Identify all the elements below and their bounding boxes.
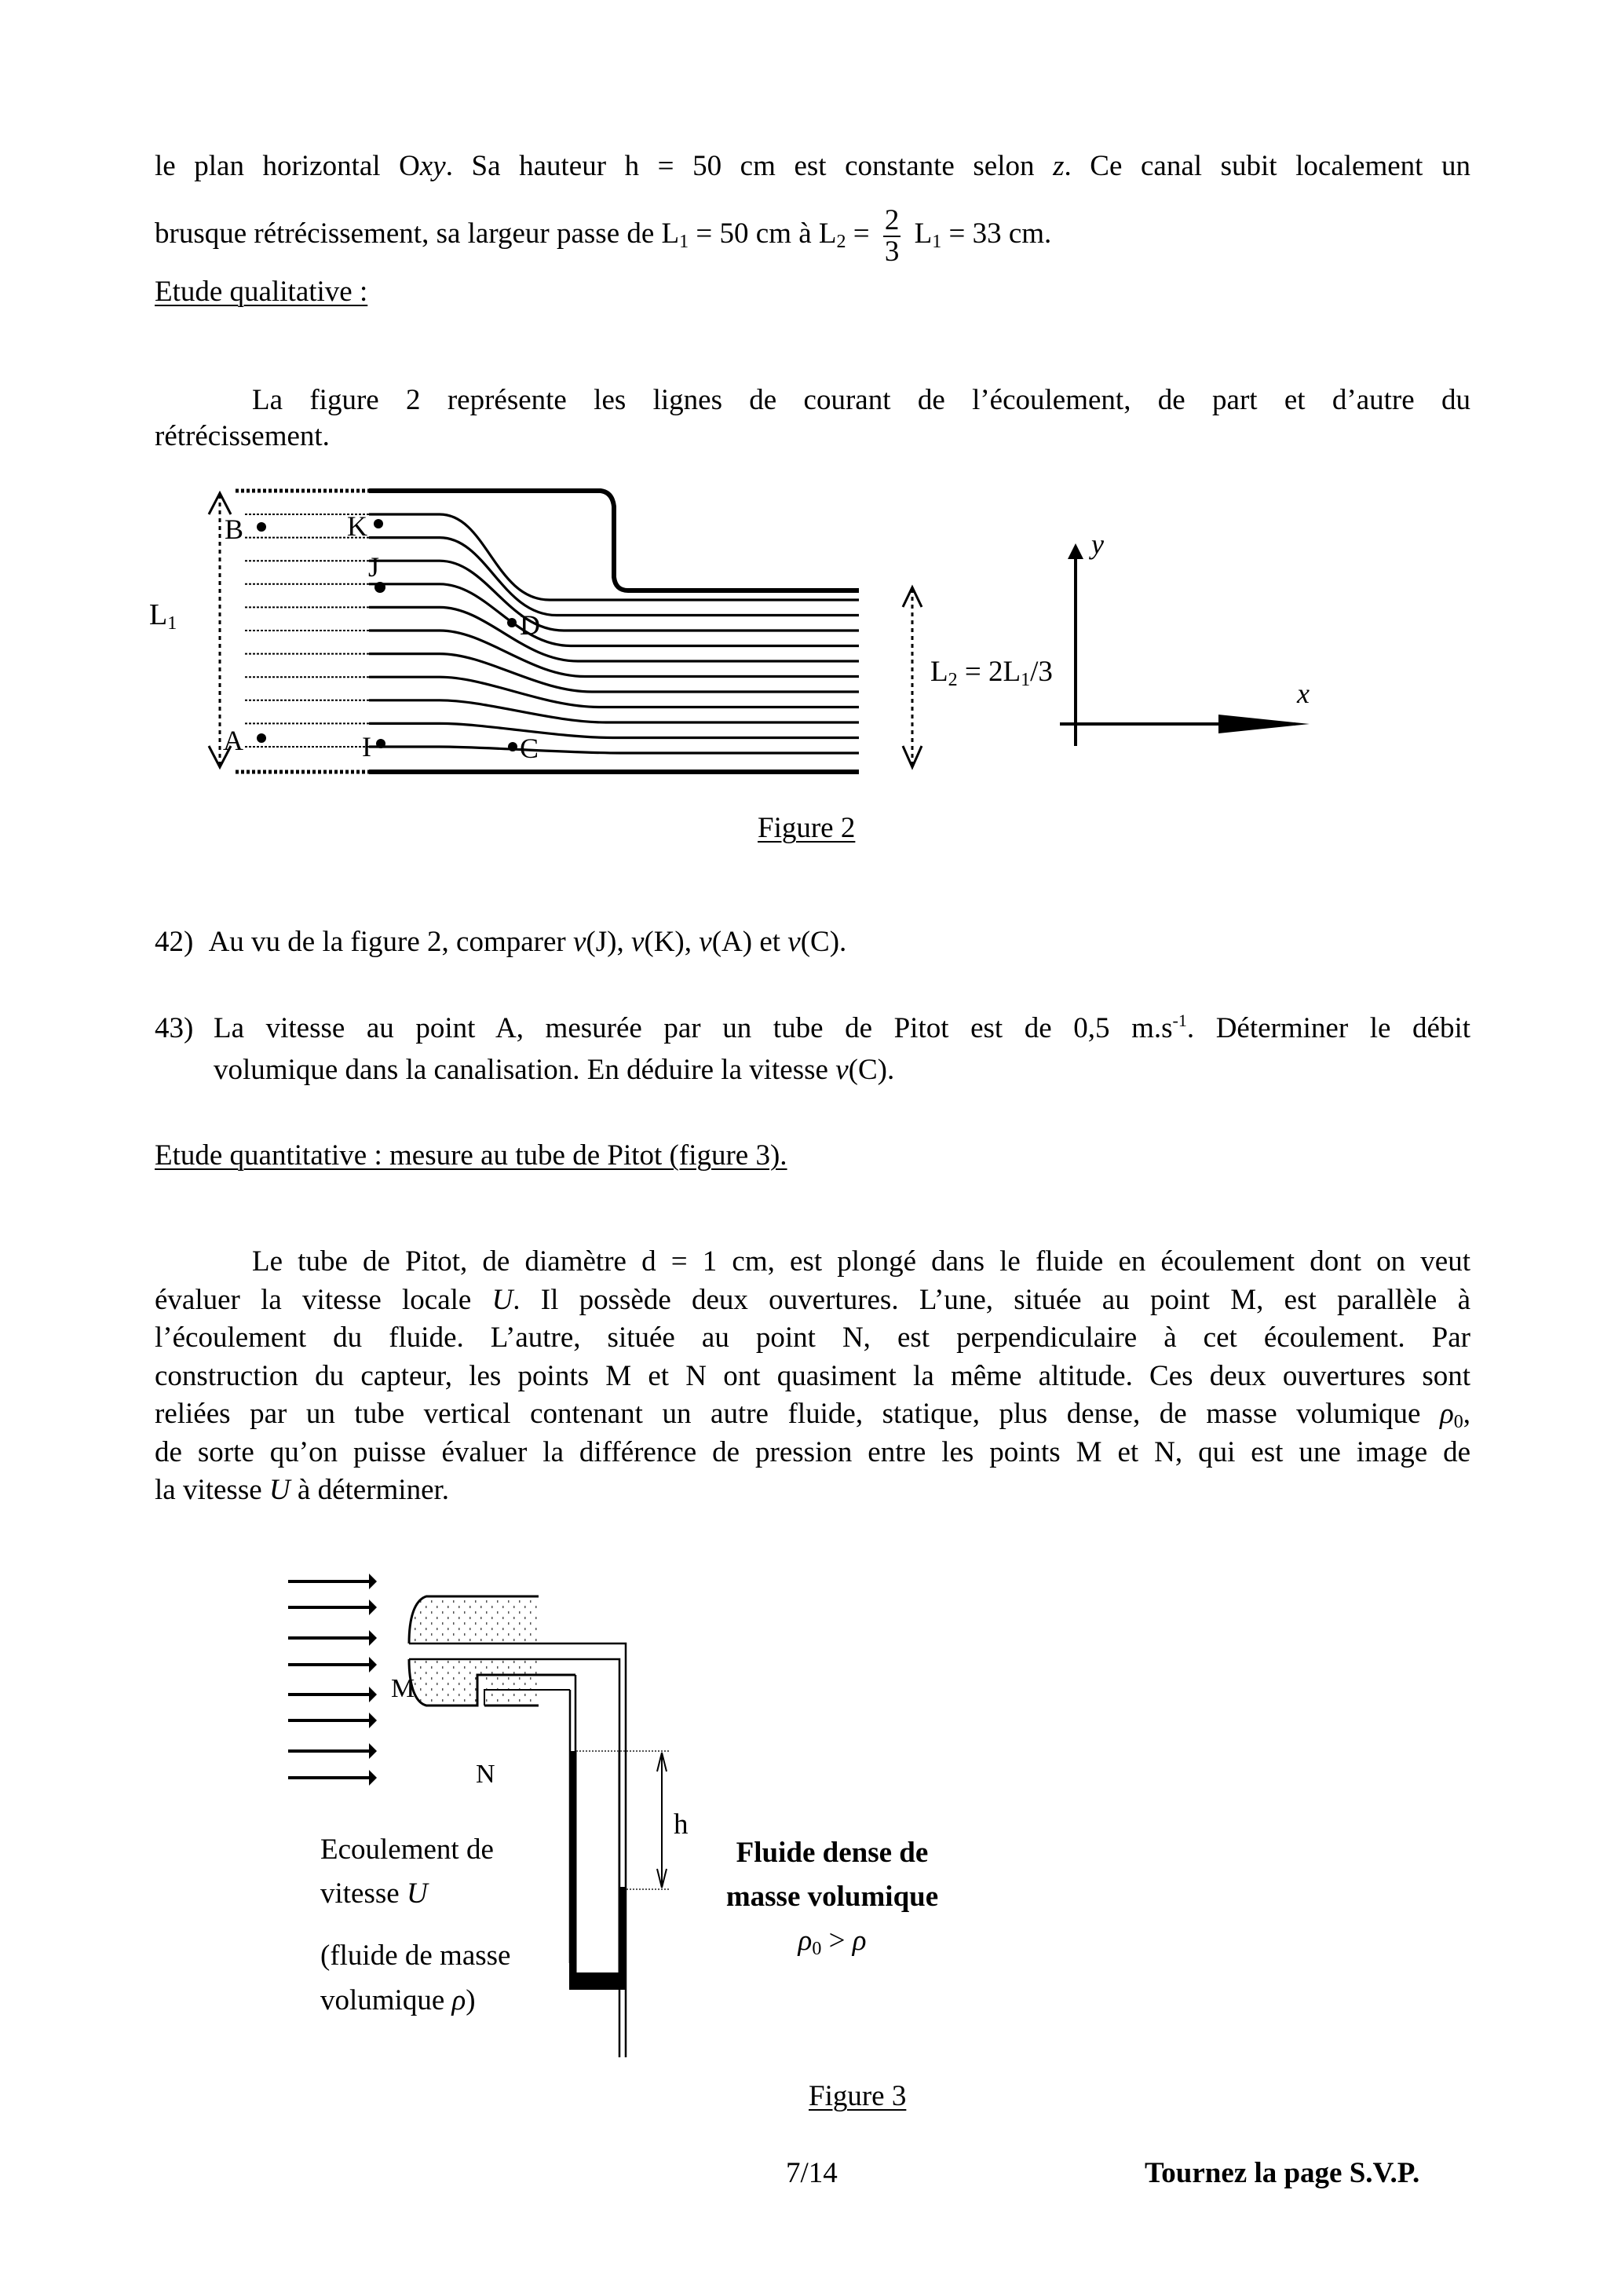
point-K-label: K — [347, 510, 367, 542]
subscript: 1 — [932, 232, 942, 252]
figure2-intro-line-2: rétrécissement. — [155, 420, 330, 452]
figure-2-caption: Figure 2 — [758, 812, 856, 844]
streamline — [369, 747, 859, 753]
point-C-marker — [508, 742, 517, 751]
figure-3-caption: Figure 3 — [809, 2080, 907, 2112]
text: vitesse — [320, 1877, 407, 1910]
L1-label — [149, 598, 177, 634]
text: (C). — [800, 926, 847, 958]
text: = 2L — [957, 656, 1021, 688]
point-J-label: J — [367, 551, 380, 583]
text: volumique dans la canalisation. En déduire la vitesse — [214, 1054, 836, 1086]
page-number: 7/14 — [786, 2157, 838, 2189]
figure2-intro-line-1: La figure 2 représente les lignes de courant de l’écoulement, de part et d’autre du — [252, 384, 1470, 416]
text: ρ — [451, 1984, 466, 2016]
text: v — [787, 926, 801, 958]
text: /3 — [1030, 656, 1053, 688]
text: ) — [466, 1984, 476, 2016]
point-I-marker — [376, 739, 385, 748]
text: xy — [419, 150, 446, 182]
paragraph-line: l’écoulement du fluide. L’autre, située au point N, est perpendiculaire à cet écoulement. Par — [155, 1322, 1470, 1354]
label-h: h — [674, 1808, 689, 1841]
point-A-marker — [257, 733, 266, 743]
superscript: -1 — [1172, 1011, 1187, 1030]
text — [320, 1872, 494, 1916]
pitot-paragraph — [155, 1243, 1470, 1510]
text: L — [907, 218, 933, 250]
question-43-line-2 — [214, 1051, 1470, 1089]
text: . Il possède deux ouvertures. L’une, située au point M, est parallèle à — [513, 1283, 1470, 1316]
fluid-density-label — [320, 1933, 510, 2023]
streamline — [369, 654, 859, 692]
text — [320, 1978, 510, 2023]
L2-label — [930, 656, 1053, 690]
text — [691, 1919, 974, 1963]
text: = 33 cm. — [941, 218, 1052, 250]
L2-dimension-arrow — [903, 587, 922, 767]
text: ρ — [852, 1925, 867, 1957]
text: le plan horizontal O — [155, 150, 420, 182]
point-I-label: I — [362, 731, 371, 762]
turn-page-notice: Tournez la page S.V.P. — [1145, 2157, 1420, 2189]
y-axis-label: y — [1091, 528, 1104, 560]
text: U — [406, 1877, 428, 1910]
fraction-numerator: 2 — [884, 203, 900, 236]
text: v — [572, 926, 586, 958]
flow-velocity-label — [320, 1828, 494, 1916]
text: Fluide dense de — [736, 1837, 929, 1869]
paragraph-line — [155, 1472, 1470, 1510]
upper-wall-with-step — [369, 491, 859, 590]
text: Ecoulement de — [320, 1834, 494, 1866]
text: L — [930, 656, 948, 688]
text: U — [491, 1283, 513, 1316]
text: (A) et — [711, 926, 788, 958]
x-axis-arrowhead — [1218, 715, 1310, 733]
text: à déterminer. — [290, 1474, 450, 1506]
text: U — [269, 1474, 290, 1506]
text: . Sa hauteur h = 50 cm est constante selon — [445, 150, 1054, 182]
text: ρ — [1439, 1398, 1454, 1430]
streamline — [369, 723, 859, 737]
question-43 — [155, 1010, 1470, 1089]
text: reliées par un tube vertical contenant un autre fluide, statique, plus dense, de masse volumique — [155, 1398, 1440, 1430]
question-43-line-1 — [155, 1010, 1470, 1047]
text: brusque rétrécissement, sa largeur passe de L — [155, 218, 680, 250]
text: , — [1463, 1398, 1470, 1430]
text: Au vu de la figure 2, comparer — [208, 926, 573, 958]
point-D-label: D — [520, 609, 540, 641]
point-A-label: A — [223, 725, 243, 756]
question-number: 43) — [155, 1012, 194, 1044]
text: L — [149, 598, 168, 631]
label-M: M — [391, 1674, 415, 1703]
point-J-marker — [374, 582, 385, 593]
paragraph-line — [155, 1395, 1470, 1434]
text: La vitesse au point A, mesurée par un tube de Pitot est de 0,5 m.s — [214, 1012, 1173, 1044]
point-K-marker — [374, 519, 383, 528]
text: évaluer la vitesse locale — [155, 1283, 492, 1316]
channel-and-streamlines — [236, 491, 859, 772]
figure-2-streamlines-diagram — [0, 0, 1622, 864]
subscript: 0 — [1453, 1412, 1463, 1432]
text — [214, 1010, 1470, 1047]
text: > — [821, 1925, 853, 1957]
section-heading-qualitative: Etude qualitative : — [155, 276, 368, 308]
label-N: N — [476, 1760, 495, 1789]
text: = — [846, 218, 877, 250]
paragraph-line: Le tube de Pitot, de diamètre d = 1 cm, est plongé dans le fluide en écoulement dont on veut — [252, 1245, 1470, 1278]
text: (C). — [848, 1054, 895, 1086]
point-B-marker — [257, 522, 266, 532]
subscript: 1 — [1021, 670, 1031, 690]
question-number: 42) — [155, 926, 194, 958]
text: v — [835, 1054, 849, 1086]
subscript: 1 — [167, 613, 177, 634]
text: . Ce canal subit localement un — [1064, 150, 1470, 182]
text: z — [1053, 150, 1065, 182]
text: la vitesse — [155, 1474, 269, 1506]
text: masse volumique — [725, 1881, 939, 1913]
subscript: 2 — [948, 670, 958, 690]
text: v — [699, 926, 712, 958]
text: (fluide de masse — [320, 1940, 511, 1972]
paragraph-line: construction du capteur, les points M et N ont quasiment la même altitude. Ces deux ouvertures sont — [155, 1359, 1470, 1392]
text: volumique — [320, 1984, 452, 2016]
paragraph-line — [155, 1281, 1470, 1320]
streamline — [369, 700, 859, 722]
text: ρ — [798, 1925, 813, 1957]
dense-fluid-label — [691, 1831, 974, 1963]
x-axis-label: x — [1297, 678, 1310, 709]
text: . Déterminer le débit — [1186, 1012, 1471, 1044]
subscript: 1 — [679, 232, 689, 252]
text: (J), — [586, 926, 631, 958]
text: v — [630, 926, 645, 958]
figure-3-labels — [0, 1555, 1622, 2057]
text: (K), — [644, 926, 700, 958]
question-42 — [155, 923, 1470, 961]
section-heading-quantitative: Etude quantitative : mesure au tube de Pitot (figure 3). — [155, 1139, 787, 1172]
paragraph-line: de sorte qu’on puisse évaluer la différence de pression entre les points M et N, qui est une image de — [155, 1435, 1470, 1468]
y-axis-arrowhead — [1068, 543, 1083, 559]
fraction-denominator: 3 — [884, 235, 900, 268]
text: = 50 cm à L — [689, 218, 837, 250]
subscript: 2 — [836, 232, 846, 252]
point-B-label: B — [224, 514, 243, 545]
subscript: 0 — [812, 1939, 822, 1959]
point-C-label: C — [520, 733, 539, 764]
point-D-marker — [507, 618, 517, 627]
xy-axes — [1060, 528, 1310, 746]
